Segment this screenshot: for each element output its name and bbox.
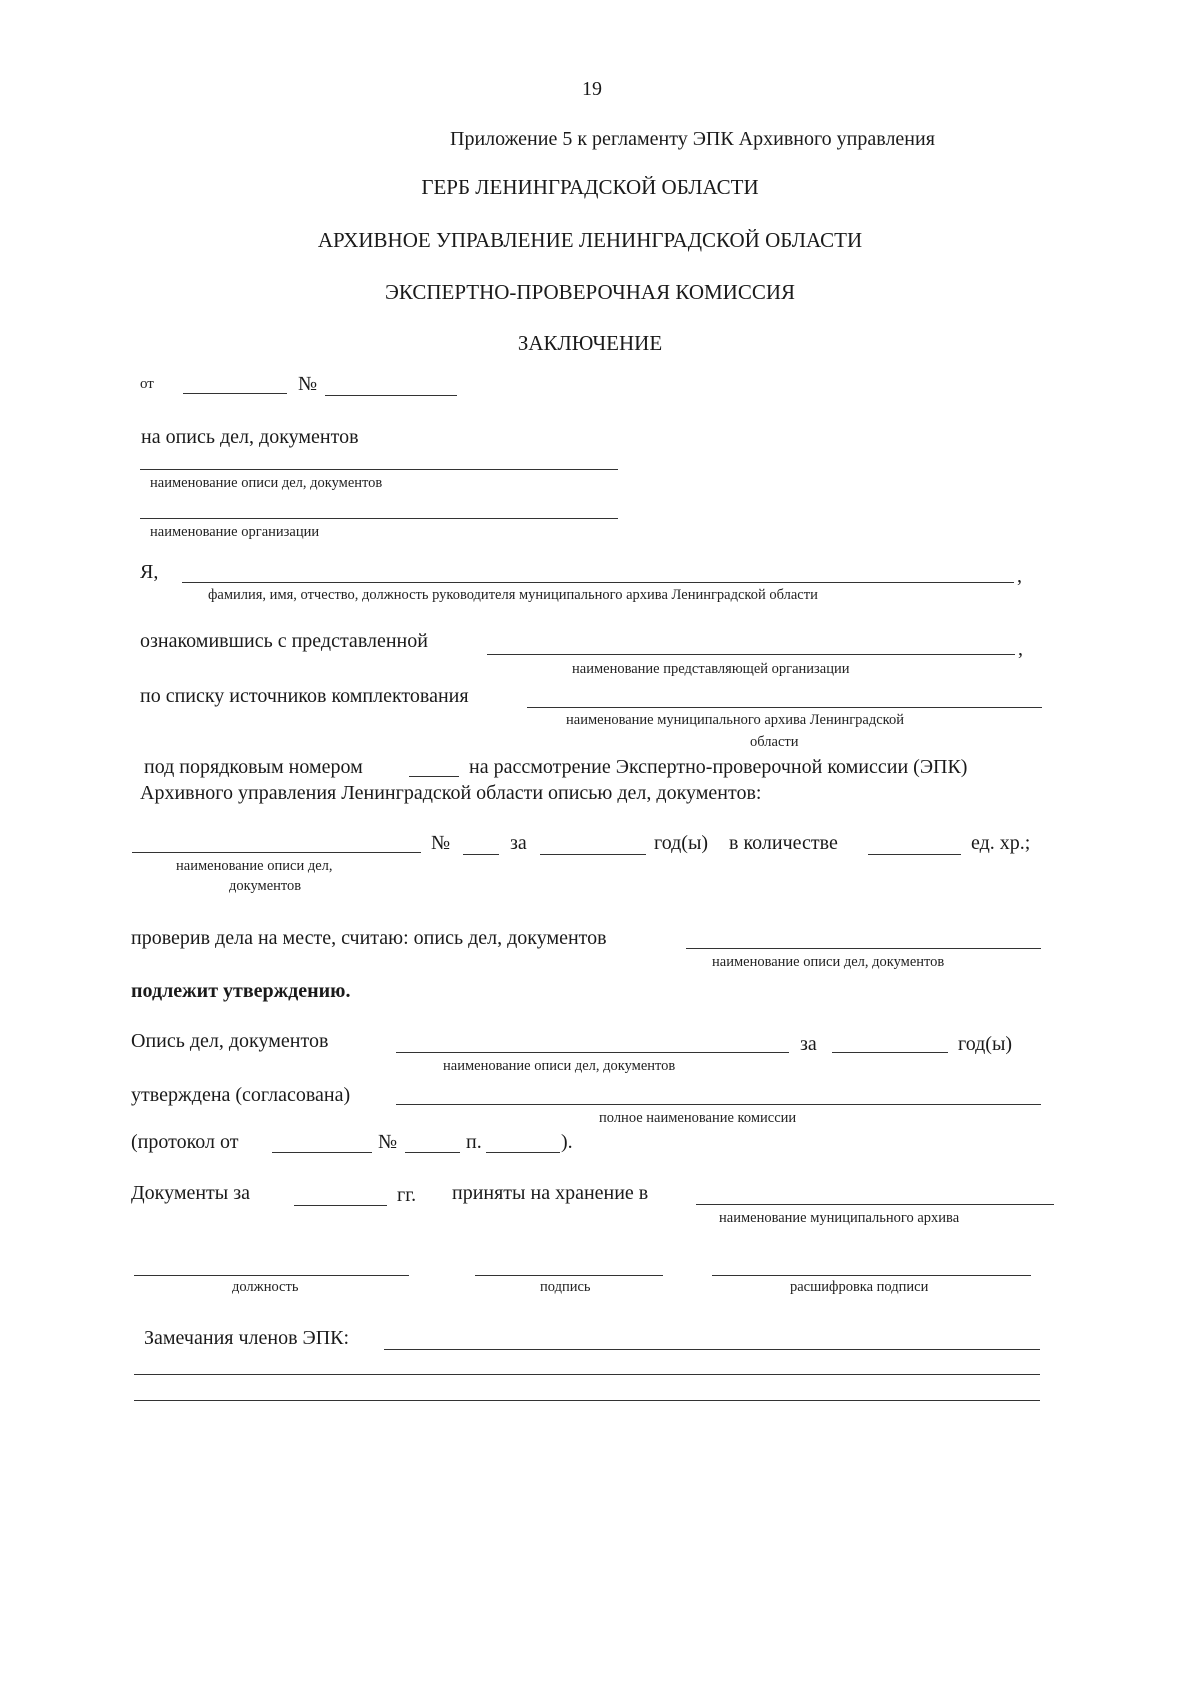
years-field-2[interactable]	[832, 1052, 948, 1053]
document-title: ЗАКЛЮЧЕНИЕ	[517, 331, 663, 355]
protocol-date-field[interactable]	[272, 1152, 372, 1153]
amount-label: в количестве	[729, 832, 838, 854]
inventory-number-field[interactable]	[463, 854, 499, 855]
years-label: год(ы)	[654, 832, 709, 854]
coat-of-arms-caption: ГЕРБ ЛЕНИНГРАДСКОЙ ОБЛАСТИ	[421, 175, 759, 199]
fio-field[interactable]	[182, 582, 1014, 583]
remarks-field-2[interactable]	[134, 1374, 1040, 1375]
municipal-archive-hint-2: области	[750, 734, 799, 750]
years-field[interactable]	[540, 854, 646, 855]
approval-statement: подлежит утверждению.	[131, 980, 351, 1002]
serial-number-label: под порядковым номером	[144, 756, 363, 778]
protocol-item-label: п.	[466, 1131, 482, 1153]
protocol-close: ).	[561, 1131, 573, 1153]
municipal-archive-hint-1: наименование муниципального архива Ленинградской	[566, 712, 904, 728]
yy-label: гг.	[397, 1184, 417, 1206]
municipal-archive-field[interactable]	[527, 707, 1042, 708]
inventory-name-hint-3: наименование описи дел, документов	[443, 1058, 676, 1074]
sources-list-label: по списку источников комплектования	[140, 685, 469, 707]
date-label: от	[140, 376, 154, 392]
appendix-note: Приложение 5 к регламенту ЭПК Архивного управления	[450, 128, 935, 150]
position-field[interactable]	[134, 1275, 409, 1276]
checked-text: проверив дела на месте, считаю: опись дел, документов	[131, 927, 607, 949]
remarks-field-3[interactable]	[134, 1400, 1040, 1401]
presenting-org-field[interactable]	[487, 654, 1015, 655]
organization-hint: наименование организации	[150, 524, 320, 540]
number-label-2: №	[431, 832, 451, 854]
commission-hint: полное наименование комиссии	[599, 1110, 797, 1126]
signature-decode-hint: расшифровка подписи	[790, 1279, 929, 1295]
serial-number-field[interactable]	[409, 776, 459, 777]
documents-years-field[interactable]	[294, 1205, 387, 1206]
checked-inventory-field[interactable]	[686, 948, 1041, 949]
archive-department-text: Архивного управления Ленинградской области описью дел, документов:	[140, 782, 762, 804]
protocol-item-field[interactable]	[486, 1152, 560, 1153]
inventory-hint-1: наименование описи дел,	[176, 858, 333, 874]
inventory-name-field-3[interactable]	[396, 1052, 789, 1053]
for-review-text: на рассмотрение Экспертно-проверочной комиссии (ЭПК)	[469, 756, 968, 778]
units-label: ед. хр.;	[971, 832, 1031, 854]
reviewed-label: ознакомившись с представленной	[140, 630, 428, 652]
i-label: Я,	[140, 561, 159, 583]
protocol-label: (протокол от	[131, 1131, 239, 1153]
inventory-name-field[interactable]	[140, 469, 618, 470]
signature-decode-field[interactable]	[712, 1275, 1031, 1276]
signature-field[interactable]	[475, 1275, 663, 1276]
za-label: за	[510, 832, 527, 854]
commission-name: ЭКСПЕРТНО-ПРОВЕРОЧНАЯ КОМИССИЯ	[384, 280, 796, 304]
amount-field[interactable]	[868, 854, 961, 855]
page-number: 19	[582, 78, 602, 100]
date-field[interactable]	[183, 393, 287, 394]
protocol-number-label: №	[378, 1131, 398, 1153]
inventory-label: Опись дел, документов	[131, 1030, 329, 1052]
position-hint: должность	[232, 1279, 299, 1295]
years-label-2: год(ы)	[958, 1033, 1013, 1055]
za-label-2: за	[800, 1033, 817, 1055]
comma: ,	[1017, 565, 1022, 587]
approved-label: утверждена (согласована)	[131, 1084, 351, 1106]
presenting-org-hint: наименование представляющей организации	[572, 661, 850, 677]
protocol-number-field[interactable]	[405, 1152, 460, 1153]
inventory-name-field-2[interactable]	[132, 852, 421, 853]
comma: ,	[1018, 638, 1023, 660]
inventory-name-hint: наименование описи дел, документов	[150, 475, 383, 491]
inventory-hint-2: документов	[229, 878, 302, 894]
commission-field[interactable]	[396, 1104, 1041, 1105]
organization-field[interactable]	[140, 518, 618, 519]
number-field[interactable]	[325, 395, 457, 396]
number-label: №	[298, 373, 318, 395]
municipal-archive-field-2[interactable]	[696, 1204, 1054, 1205]
inventory-heading: на опись дел, документов	[141, 426, 359, 448]
accepted-label: приняты на хранение в	[452, 1182, 649, 1204]
municipal-archive-hint-3: наименование муниципального архива	[719, 1210, 960, 1226]
organization-name: АРХИВНОЕ УПРАВЛЕНИЕ ЛЕНИНГРАДСКОЙ ОБЛАСТИ	[317, 228, 863, 252]
signature-hint: подпись	[540, 1279, 591, 1295]
documents-label: Документы за	[131, 1182, 251, 1204]
checked-inventory-hint: наименование описи дел, документов	[712, 954, 945, 970]
fio-hint: фамилия, имя, отчество, должность руководителя муниципального архива Ленинградской области	[208, 587, 818, 603]
remarks-field-1[interactable]	[384, 1349, 1040, 1350]
remarks-label: Замечания членов ЭПК:	[144, 1327, 350, 1349]
